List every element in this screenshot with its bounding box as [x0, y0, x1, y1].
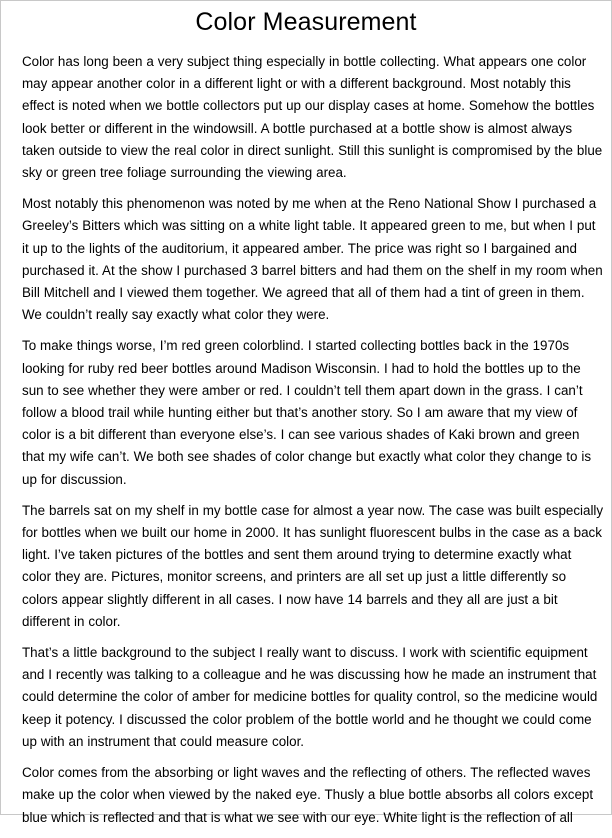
paragraph: The barrels sat on my shelf in my bottle case for almost a year now. The case was built especially for bottles when we built our home in 2000. It has sunlight fluorescent bulbs in the case as a back light. I’ve taken pictures of the bottles and sent them around trying to determine exactly what color they are. Pictures, monitor screens, and printers are all set up just a little differently so colors appear slightly different in all cases. I now have 14 barrels and they all are just a bit different in color. [22, 502, 604, 629]
paragraph: Color has long been a very subject thing especially in bottle collecting. What appears one color may appear another color in a different light or with a different background. Most notably this effect is noted when we bottle collectors put up our display cases at home. Somehow the bottles look better or different in the windowsill. A bottle purchased at a bottle show is almost always taken outside to view the real color in direct sunlight. Still this sunlight is compromised by the blue sky or green tree foliage surrounding the viewing area. [22, 54, 603, 181]
paragraph: Most notably this phenomenon was noted by me when at the Reno National Show I purchased a Greeley’s Bitters which was sitting on a white light table. It appeared green to me, but when I put it up to the lights of the auditorium, it appeared amber. The price was right so I bargained and purchased it. At the show I purchased 3 barrel bitters and had them on the shelf in my room when Bill Mitchell and I viewed them together. We agreed that all of them had a tint of green in them. We couldn’t really say exactly what color they were. [22, 196, 603, 323]
document-body [22, 51, 604, 838]
paragraph: Color comes from the absorbing or light waves and the reflecting of others. The reflected waves make up the color when viewed by the naked eye. Thusly a blue bottle absorbs all colors except blue which is reflected and that is what we see with our eye. White light is the reflection of all [22, 765, 594, 825]
paragraph: That’s a little background to the subject I really want to discuss. I work with scientific equipment and I recently was talking to a colleague and he was discussing how he made an instrument that could determine the color of amber for medicine bottles for quality control, so the medicine would keep it potency. I discussed the color problem of the bottle world and he thought we could come up with an instrument that could measure color. [22, 645, 598, 749]
document-title: Color Measurement [195, 8, 417, 36]
paragraph: To make things worse, I’m red green colorblind. I started collecting bottles back in the 1970s looking for ruby red beer bottles around Madison Wisconsin. I had to hold the bottles up to the sun to see whether they were amber or red. I couldn’t tell them apart down in the grass. I can’t follow a blood trail while hunting either but that’s another story. So I am aware that my view of color is a bit different than everyone else’s. I can see various shades of Kaki brown and green that my wife can’t. We both see shades of color change but exactly what color they change to is up for discussion. [22, 338, 592, 487]
